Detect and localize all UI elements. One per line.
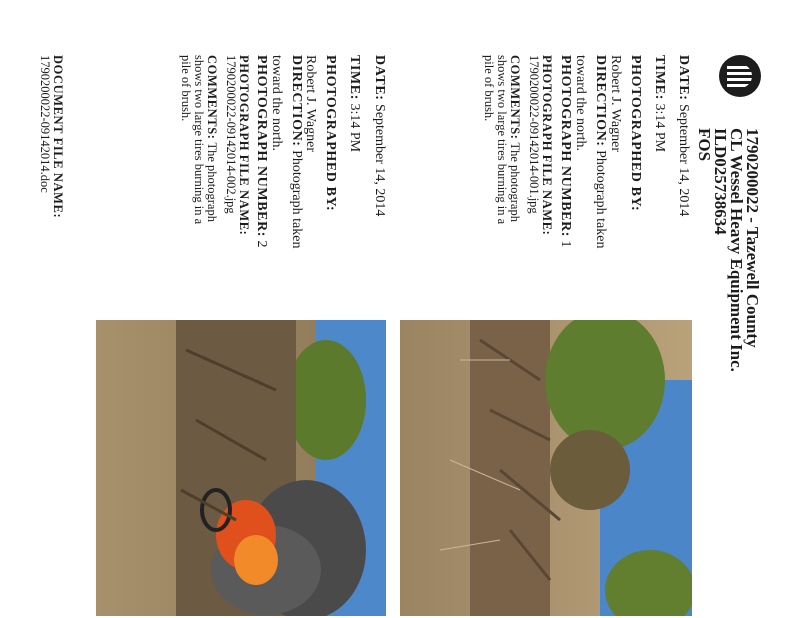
number-label: PHOTOGRAPH NUMBER: <box>558 55 573 238</box>
date-value: September 14, 2014 <box>372 104 387 217</box>
file-value: 1790200022-09142014-001.jpg <box>527 55 541 214</box>
file-label: PHOTOGRAPH FILE NAME: <box>237 55 251 236</box>
date-label: DATE: <box>372 55 387 101</box>
comments-line-2: shows two large tires burning in a <box>192 55 206 225</box>
photo-2-number <box>251 55 271 248</box>
document-file-value: 1790200022-09142014.doc <box>38 55 52 193</box>
photo-1-number <box>555 55 575 248</box>
comments-label: COMMENTS: <box>508 55 522 140</box>
photo-2-time <box>344 55 364 152</box>
photo-2-comments <box>179 55 218 224</box>
direction-label: DIRECTION: <box>593 55 608 147</box>
comments-line-2: shows two large tires burning in a <box>495 55 509 225</box>
direction-value-2: toward the north. <box>269 55 284 152</box>
site-photograph-2 <box>96 320 386 616</box>
document-file-name <box>38 55 64 218</box>
file-value: 1790200022-09142014-002.jpg <box>224 55 238 214</box>
photo-2-file <box>224 55 250 235</box>
photo-1-comments <box>482 55 521 224</box>
photo-1-direction <box>570 55 610 248</box>
number-value: 1 <box>558 240 573 248</box>
comments-line-3: pile of brush. <box>482 55 496 122</box>
document-file-label: DOCUMENT FILE NAME: <box>51 55 65 219</box>
comments-line-1: The photograph <box>205 142 219 222</box>
comments-line-1: The photograph <box>508 142 522 222</box>
time-label: TIME: <box>652 55 667 100</box>
comments-line-3: pile of brush. <box>179 55 193 122</box>
header-epa-id: ILD025738634 <box>711 128 730 235</box>
photographer-label: PHOTOGRAPHED BY: <box>628 55 643 212</box>
direction-value-2: toward the north. <box>573 55 588 152</box>
photo-1-time <box>649 55 669 152</box>
number-value: 2 <box>254 240 269 248</box>
photo-1-date <box>673 55 693 216</box>
photo-2-direction <box>266 55 306 248</box>
time-value: 3:14 PM <box>347 103 362 153</box>
photographer-value: Robert J. Wagner <box>608 55 623 152</box>
direction-value: Photograph taken <box>593 150 608 249</box>
photo-1-photographer <box>605 55 645 211</box>
time-label: TIME: <box>347 55 362 100</box>
comments-label: COMMENTS: <box>205 55 219 140</box>
agency-logo-icon <box>719 55 761 97</box>
agency-logo <box>719 55 761 97</box>
file-label: PHOTOGRAPH FILE NAME: <box>540 55 554 236</box>
direction-value: Photograph taken <box>289 150 304 249</box>
site-photograph-1 <box>400 320 692 616</box>
date-label: DATE: <box>676 55 691 101</box>
photo-2-photographer <box>300 55 340 211</box>
header-company: CL Wessel Heavy Equipment Inc. <box>727 128 746 372</box>
photo-1-file <box>527 55 553 235</box>
direction-label: DIRECTION: <box>289 55 304 147</box>
date-value: September 14, 2014 <box>676 104 691 217</box>
document-header <box>696 128 760 372</box>
photographer-label: PHOTOGRAPHED BY: <box>323 55 338 212</box>
time-value: 3:14 PM <box>652 103 667 153</box>
photo-2-date <box>369 55 389 216</box>
header-fos: FOS <box>695 128 714 162</box>
number-label: PHOTOGRAPH NUMBER: <box>254 55 269 238</box>
header-site-id: 1790200022 - Tazewell County <box>743 128 762 348</box>
photographer-value: Robert J. Wagner <box>303 55 318 152</box>
